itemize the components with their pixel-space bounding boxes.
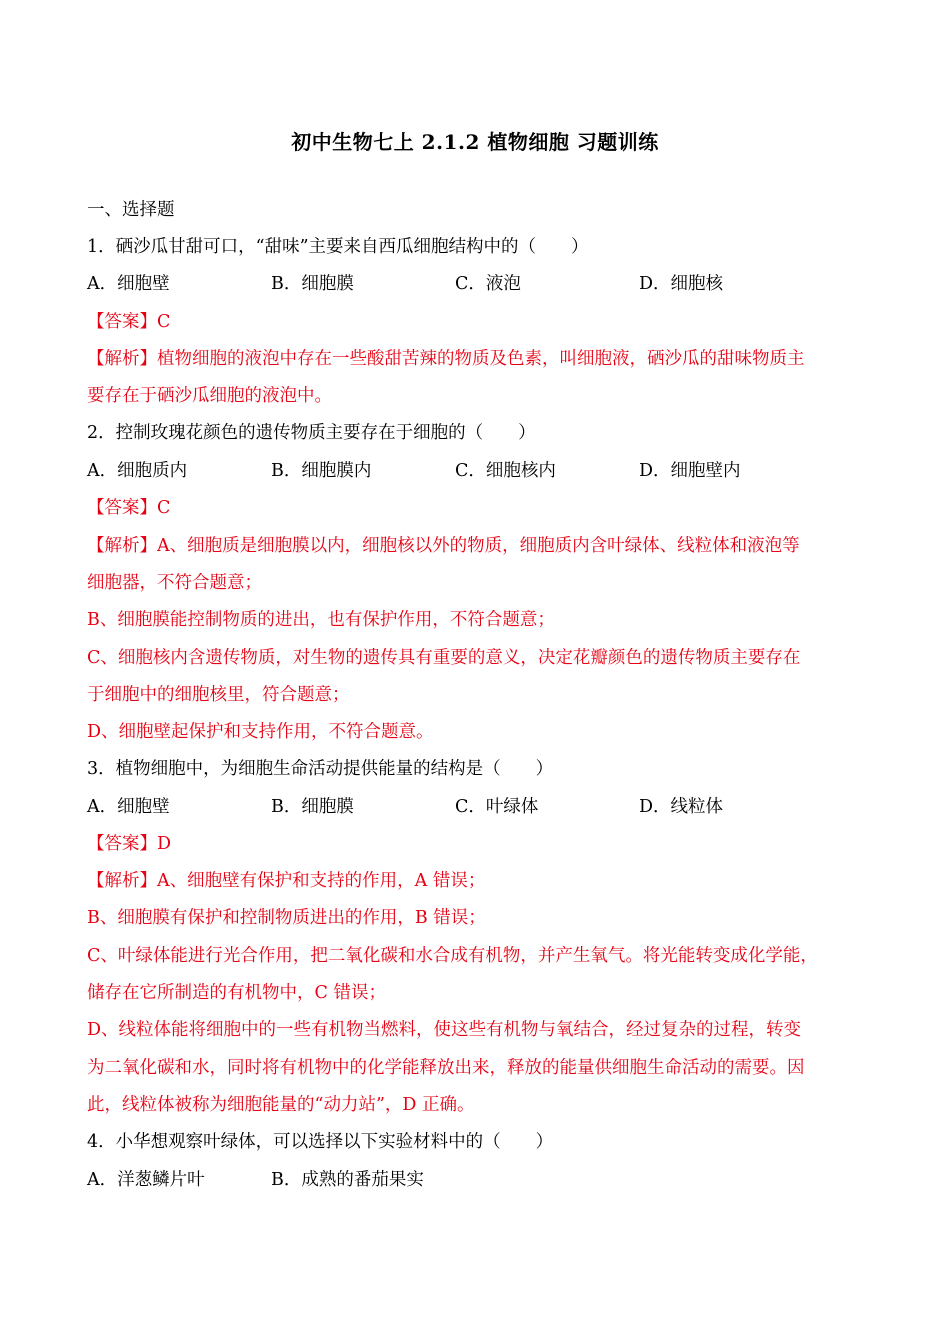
document-title: 初中生物七上 2.1.2 植物细胞 习题训练 [291, 130, 659, 154]
question-1-answer: 【答案】C [87, 312, 171, 332]
question-2-analysis-line: C、细胞核内含遗传物质，对生物的遗传具有重要的意义，决定花瓣颜色的遗传物质主要存在 [87, 648, 801, 668]
question-3-analysis-line: C、叶绿体能进行光合作用，把二氧化碳和水合成有机物，并产生氧气。将光能转变成化学能， [87, 946, 818, 966]
option-a: A．细胞壁 [87, 274, 170, 294]
question-1-analysis-line: 【解析】植物细胞的液泡中存在一些酸甜苦辣的物质及色素，叫细胞液，硒沙瓜的甜味物质主 [87, 349, 805, 369]
question-2-analysis-line: 于细胞中的细胞核里，符合题意； [87, 685, 350, 705]
question-3-stem: 3．植物细胞中，为细胞生命活动提供能量的结构是（ ） [87, 759, 554, 779]
question-1-stem: 1．硒沙瓜甘甜可口，“甜味”主要来自西瓜细胞结构中的（ ） [87, 237, 589, 257]
option-d: D．细胞壁内 [639, 461, 741, 481]
question-3-analysis-line: B、细胞膜有保护和控制物质进出的作用，B 错误； [87, 908, 486, 928]
question-2-analysis-line: B、细胞膜能控制物质的进出，也有保护作用，不符合题意； [87, 610, 555, 630]
option-b: B．细胞膜内 [271, 461, 372, 481]
option-d: D．细胞核 [639, 274, 724, 294]
question-3-analysis-line: 【解析】A、细胞壁有保护和支持的作用，A 错误； [87, 871, 486, 891]
option-d: D．线粒体 [639, 797, 724, 817]
question-3-answer: 【答案】D [87, 834, 172, 854]
question-3-analysis-line: 为二氧化碳和水，同时将有机物中的化学能释放出来，释放的能量供细胞生命活动的需要。因 [87, 1058, 805, 1078]
question-3-analysis-line: 此，线粒体被称为细胞能量的“动力站”，D 正确。 [87, 1095, 475, 1115]
option-c: C．液泡 [455, 274, 521, 294]
option-b: B．细胞膜 [271, 274, 354, 294]
question-2-analysis-line: 细胞器，不符合题意； [87, 573, 262, 593]
question-4-stem: 4．小华想观察叶绿体，可以选择以下实验材料中的（ ） [87, 1132, 554, 1152]
question-3-analysis-line: 储存在它所制造的有机物中，C 错误； [87, 983, 386, 1003]
option-c: C．细胞核内 [455, 461, 556, 481]
option-a: A．细胞质内 [87, 461, 188, 481]
question-1-analysis-line: 要存在于硒沙瓜细胞的液泡中。 [87, 386, 332, 406]
option-b: B．成熟的番茄果实 [271, 1170, 424, 1190]
question-2-analysis-line: 【解析】A、细胞质是细胞膜以内，细胞核以外的物质，细胞质内含叶绿体、线粒体和液泡等 [87, 536, 800, 556]
question-3-analysis-line: D、线粒体能将细胞中的一些有机物当燃料，使这些有机物与氧结合，经过复杂的过程，转变 [87, 1020, 802, 1040]
option-b: B．细胞膜 [271, 797, 354, 817]
section-heading: 一、选择题 [87, 200, 175, 220]
question-2-answer: 【答案】C [87, 498, 171, 518]
question-2-analysis-line: D、细胞壁起保护和支持作用，不符合题意。 [87, 722, 434, 742]
question-2-stem: 2．控制玫瑰花颜色的遗传物质主要存在于细胞的（ ） [87, 423, 536, 443]
option-a: A．细胞壁 [87, 797, 170, 817]
option-a: A．洋葱鳞片叶 [87, 1170, 205, 1190]
option-c: C．叶绿体 [455, 797, 539, 817]
